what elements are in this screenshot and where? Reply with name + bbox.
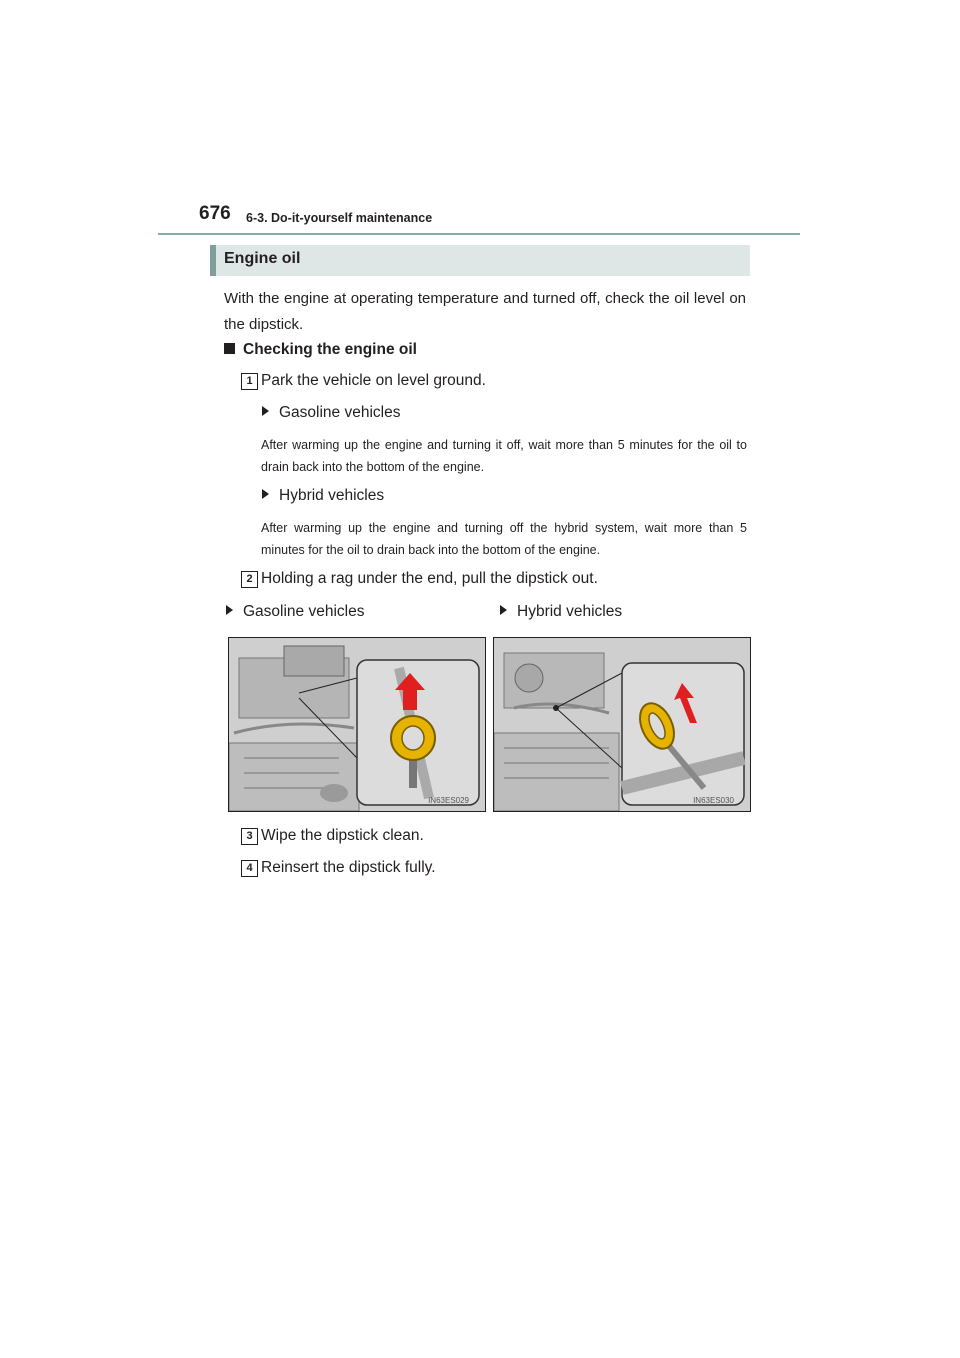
figure-label-text: Hybrid vehicles: [517, 603, 623, 620]
figure-hybrid-engine: [493, 637, 751, 812]
step-number-2: 2: [241, 571, 258, 588]
header-rule: [158, 233, 800, 235]
square-bullet-icon: [224, 343, 235, 354]
variant-label: Hybrid vehicles: [279, 487, 385, 504]
step-number-3: 3: [241, 828, 258, 845]
engine-bay-illustration: [229, 638, 485, 811]
figure-label-hybrid: [500, 603, 622, 621]
step-text-3: Wipe the dipstick clean.: [261, 827, 424, 844]
step-number-1: 1: [241, 373, 258, 390]
variant-note-hybrid: After warming up the engine and turning off the hybrid system, wait more than 5 minutes for the oil to drain back into the bottom of the engine.: [261, 521, 747, 557]
section-title: 6-3. Do-it-yourself maintenance: [246, 211, 433, 225]
variant-hybrid: [262, 487, 384, 505]
variant-gasoline: [262, 404, 400, 422]
variant-label: Gasoline vehicles: [279, 404, 401, 421]
figure-label-gasoline: [226, 603, 364, 621]
step-number-4: 4: [241, 860, 258, 877]
intro-paragraph: With the engine at operating temperature and turned off, check the oil level on the dipstick.: [224, 290, 746, 333]
variant-note-gasoline: After warming up the engine and turning it off, wait more than 5 minutes for the oil to drain back into the bottom of the engine.: [261, 438, 747, 474]
page-number: 676: [199, 203, 231, 224]
figure-id: IN63ES029: [428, 796, 469, 805]
heading-accent-bar: [210, 245, 216, 276]
step-text-4: Reinsert the dipstick fully.: [261, 859, 436, 876]
sub-heading: [224, 341, 417, 359]
triangle-bullet-icon: [226, 605, 233, 615]
section-heading: Engine oil: [224, 250, 301, 267]
figure-id: IN63ES030: [693, 796, 734, 805]
figure-label-text: Gasoline vehicles: [243, 603, 365, 620]
step-text-2: Holding a rag under the end, pull the dipstick out.: [261, 570, 598, 587]
triangle-bullet-icon: [262, 489, 269, 499]
figure-gasoline-engine: [228, 637, 486, 812]
engine-bay-illustration: [494, 638, 750, 811]
sub-heading-text: Checking the engine oil: [243, 341, 417, 358]
triangle-bullet-icon: [262, 406, 269, 416]
triangle-bullet-icon: [500, 605, 507, 615]
step-text-1: Park the vehicle on level ground.: [261, 372, 486, 389]
